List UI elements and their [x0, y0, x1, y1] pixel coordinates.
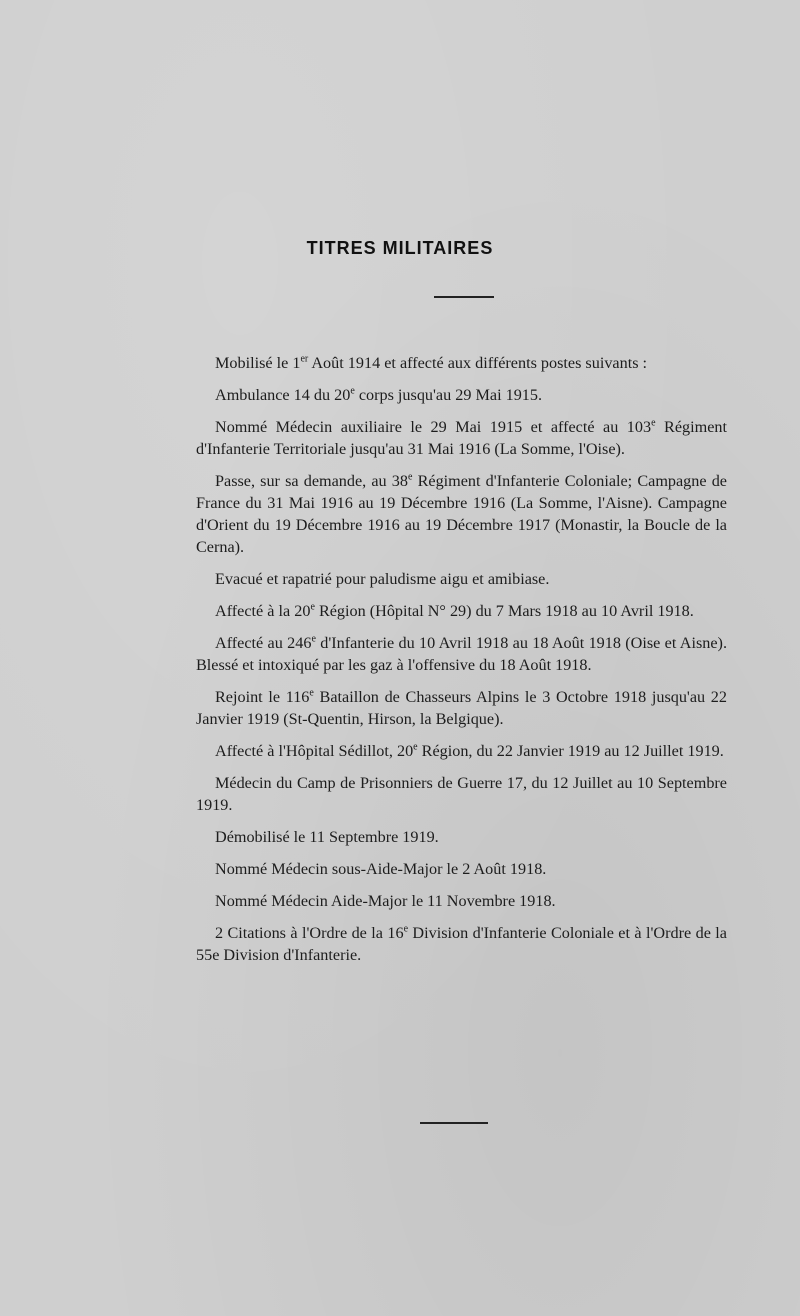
paragraph-text: d'Infanterie du 10 Avril 1918 au 18 Août 1918 (Oise et Aisne). Blessé et intoxiqué par les gaz à l'offensive du 18 Août 1918. — [196, 634, 727, 674]
paragraph-text: Affecté à la 20 — [215, 602, 311, 620]
superscript: e — [413, 741, 418, 753]
superscript: e — [311, 633, 316, 645]
superscript: e — [350, 385, 355, 397]
paragraph-text: Ambulance 14 du 20 — [215, 386, 351, 404]
superscript: e — [310, 601, 315, 613]
paragraph-text: Région (Hôpital N° 29) du 7 Mars 1918 au 10 Avril 1918. — [314, 602, 694, 620]
paragraph-text: Démobilisé le 11 Septembre 1919. — [215, 828, 439, 846]
paragraph-text: Régiment d'Infanterie Coloniale; Campagne de France du 31 Mai 1916 au 19 Décembre 1916 (La Somme, l'Aisne). Campagne d'Orient du 19 Décembre 1916 au 19 Décembre 1917 (Monastir, la Boucle de la Cerna). — [196, 472, 727, 556]
paragraph-text: Nommé Médecin auxiliaire le 29 Mai 1915 et affecté au 103 — [215, 418, 652, 436]
paragraph-text: Passe, sur sa demande, au 38 — [215, 472, 408, 490]
paragraph — [196, 826, 727, 848]
paragraph-text: Régiment d'Infanterie Territoriale jusqu'au 31 Mai 1916 (La Somme, l'Oise). — [196, 418, 727, 458]
paragraph-text: Nommé Médecin sous-Aide-Major le 2 Août 1918. — [215, 860, 547, 878]
paragraph-text: Affecté au 246 — [215, 634, 312, 652]
paragraph — [196, 922, 727, 966]
paragraph-text: Rejoint le 116 — [215, 688, 310, 706]
paragraph — [196, 686, 727, 730]
document-body — [196, 352, 727, 976]
paragraph — [196, 568, 727, 590]
paragraph-text: Médecin du Camp de Prisonniers de Guerre 17, du 12 Juillet au 10 Septembre 1919. — [196, 774, 727, 814]
title-divider — [434, 296, 494, 298]
paragraph — [196, 352, 727, 374]
superscript: e — [407, 471, 413, 483]
superscript: e — [403, 923, 409, 935]
paragraph — [196, 772, 727, 816]
paragraph — [196, 416, 727, 460]
paragraph-text: Affecté à l'Hôpital Sédillot, 20 — [215, 742, 414, 760]
paragraph — [196, 740, 727, 762]
paragraph-text: corps jusqu'au 29 Mai 1915. — [354, 386, 543, 404]
superscript: er — [300, 353, 309, 365]
paragraph-text: Division d'Infanterie Coloniale et à l'Ordre de la 55e Division d'Infanterie. — [196, 924, 727, 964]
paragraph-text: Evacué et rapatrié pour paludisme aigu et amibiase. — [215, 570, 550, 588]
paragraph-text: Mobilisé le 1 — [215, 354, 301, 372]
paragraph — [196, 632, 727, 676]
paragraph-text: Août 1914 et affecté aux différents postes suivants : — [308, 354, 648, 372]
paragraph — [196, 600, 727, 622]
paragraph — [196, 384, 727, 406]
superscript: e — [309, 687, 314, 699]
paragraph — [196, 470, 727, 558]
paragraph-text: Bataillon de Chasseurs Alpins le 3 Octobre 1918 jusqu'au 22 Janvier 1919 (St-Quentin, Hirson, la Belgique). — [196, 688, 727, 728]
paragraph-text: Région, du 22 Janvier 1919 au 12 Juillet 1919. — [417, 742, 724, 760]
superscript: e — [651, 417, 656, 429]
paragraph — [196, 890, 727, 912]
page-title: TITRES MILITAIRES — [306, 238, 494, 258]
paragraph-text: 2 Citations à l'Ordre de la 16 — [215, 924, 404, 942]
paragraph-text: Nommé Médecin Aide-Major le 11 Novembre 1918. — [215, 892, 556, 910]
end-divider — [420, 1122, 488, 1124]
paragraph — [196, 858, 727, 880]
